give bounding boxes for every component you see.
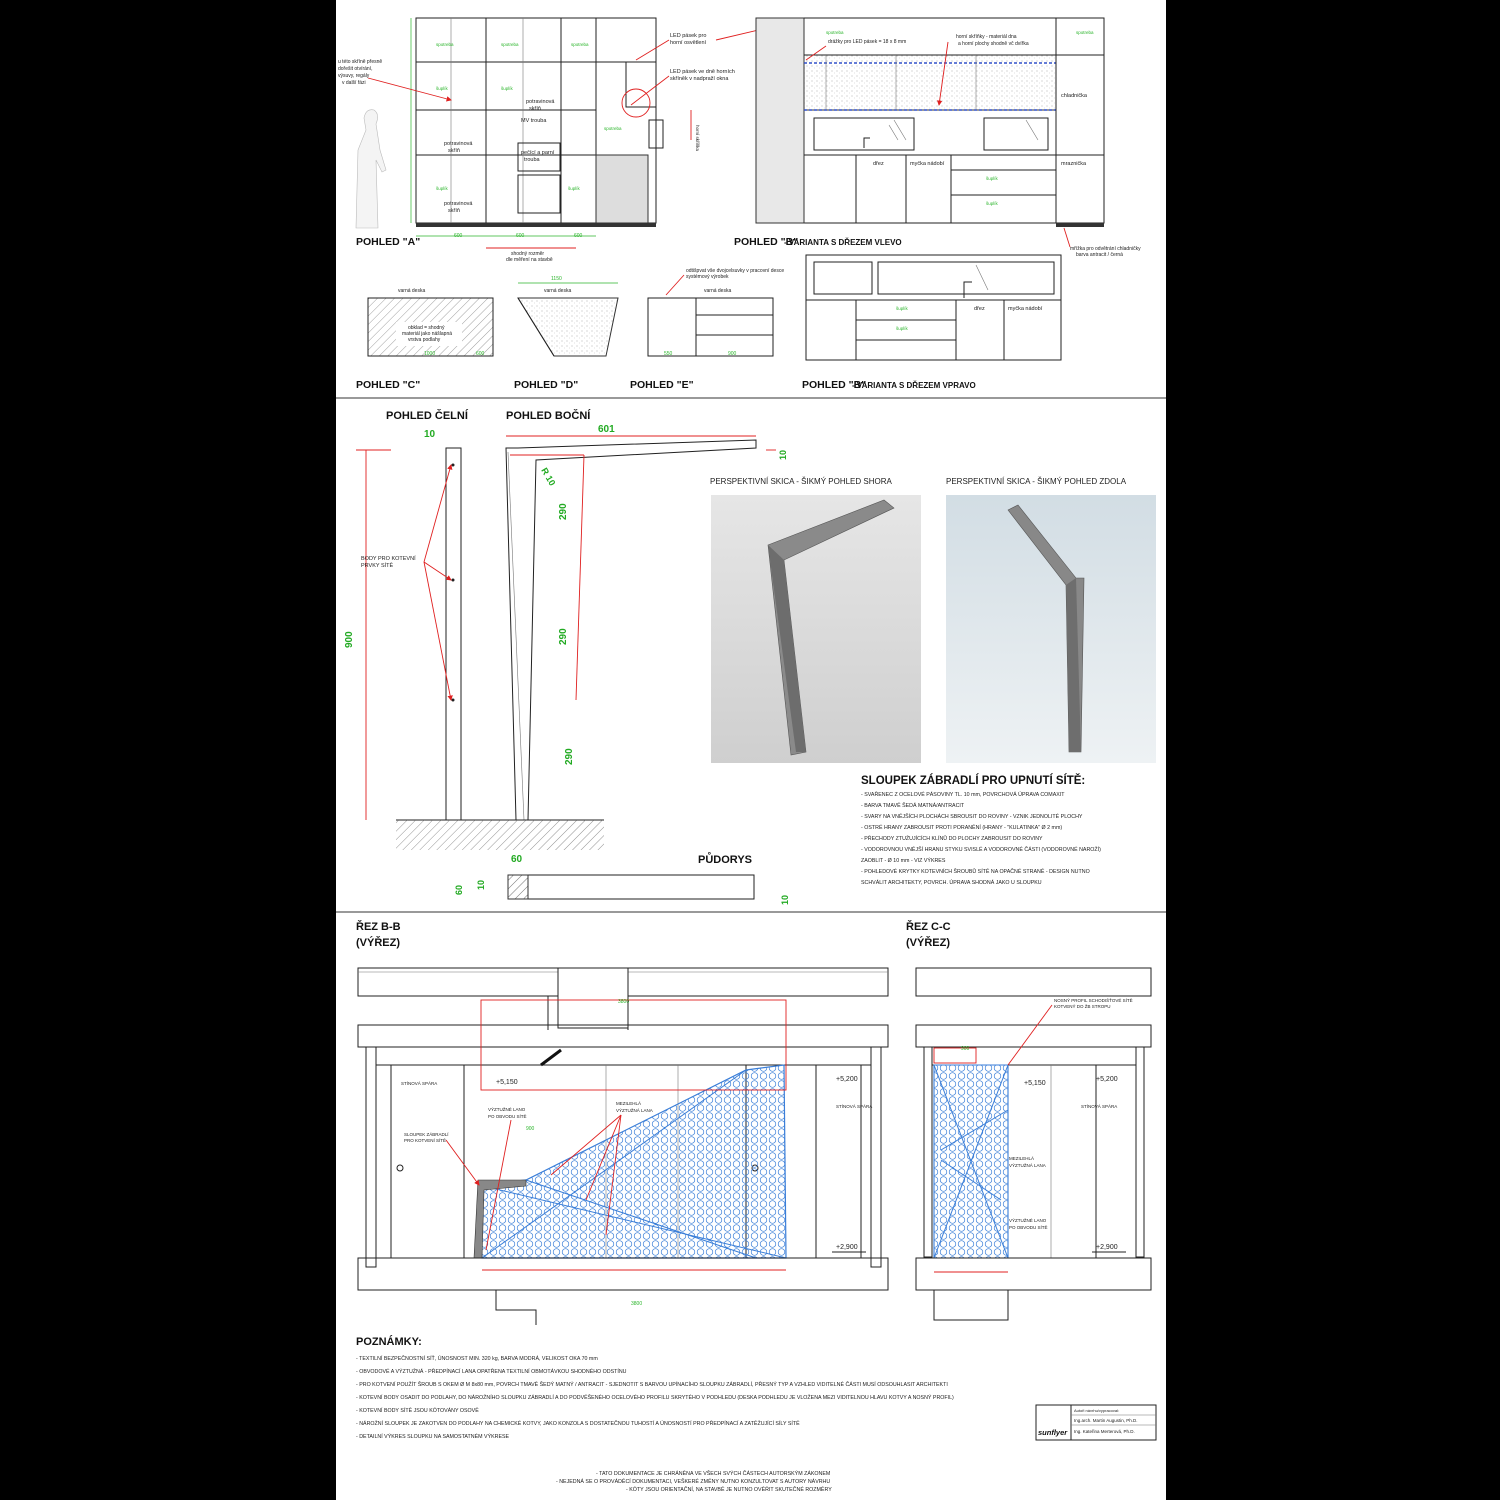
sink-label: dřez <box>974 306 985 312</box>
front-view-post <box>446 448 461 820</box>
dim-label: 1000 <box>424 351 436 357</box>
silicone-note: systémový výrobek <box>686 274 729 280</box>
railing-post-views <box>344 409 1156 905</box>
led-note: LED pásek ve dně horních <box>670 69 735 75</box>
upper-material-note: a horní plochy shodně vč dvířka <box>958 41 1029 47</box>
edge-rope-label: PO OBVODU SÍTĚ <box>1009 1225 1048 1230</box>
dim-900-label: 900 <box>344 631 355 648</box>
dim-10-label: 10 <box>778 449 788 460</box>
pantry-label: skříň <box>448 208 460 214</box>
mid-rope-label: MEZILEHLÁ <box>1009 1156 1035 1161</box>
dim-label: 900 <box>728 351 737 357</box>
led-note: LED pásek pro <box>670 33 707 39</box>
dim-label: 1150 <box>551 276 562 282</box>
steam-oven-label: trouba <box>524 157 540 163</box>
pantry-label: skříň <box>529 106 541 112</box>
dim-10-label: 10 <box>476 879 486 890</box>
wardrobe-note: v další fázi <box>342 80 366 86</box>
view-d-title: POHLED "D" <box>514 379 579 391</box>
anchor-points-note: PRVKY SÍTĚ <box>361 563 394 569</box>
led-note: skříněk v nadpraží okna <box>670 76 729 82</box>
level-5200: +5,200 <box>836 1076 858 1083</box>
dim-label: 3800 <box>631 1301 643 1307</box>
fridge-label: chladnička <box>1061 93 1087 99</box>
view-e-title: POHLED "E" <box>630 379 694 391</box>
dim-290-label: 290 <box>558 503 569 520</box>
section-bb <box>356 920 888 1325</box>
led-note: horní osvětlení <box>670 40 707 46</box>
note-item: - DETAILNÍ VÝKRES SLOUPKU NA SAMOSTATNÉM VÝKRESE <box>356 1434 510 1440</box>
dim-label: 600 <box>476 351 485 357</box>
author-name: Ing. Kateřina Merterová, Ph.D. <box>1074 1429 1135 1434</box>
footer-line: - KÓTY JSOU ORIENTAČNÍ, NA STAVBĚ JE NUTNO OVĚŘIT SKUTEČNÉ ROZMĚRY <box>626 1487 832 1493</box>
wardrobe-note: výsuvy, regály <box>338 73 370 79</box>
wardrobe-note: u této skříně přesně <box>338 59 383 65</box>
drawer-label: šuplík <box>436 86 448 91</box>
common-dim-note: dle měření na stavbě <box>506 257 553 263</box>
technical-drawing <box>336 0 1166 1500</box>
plan-view-title: PŮDORYS <box>698 854 752 866</box>
common-dim-note: shodný rozměr <box>511 251 545 257</box>
author-name: Ing.arch. Martin Augustin, Ph.D. <box>1074 1418 1138 1423</box>
dim-label: 900 <box>961 1046 970 1052</box>
steam-oven-label: pečící a parní <box>521 150 555 156</box>
spec-item: - PŘECHODY ZTUŽUJÍCÍCH KLÍNŮ DO PLOCHY ZABROUSIT DO ROVINY <box>861 836 1043 842</box>
dim-label: 3800 <box>618 999 630 1005</box>
post-label: SLOUPEK ZÁBRADLÍ <box>404 1132 449 1137</box>
view-b-left-elevation <box>734 18 1141 258</box>
notes-title: POZNÁMKY: <box>356 1336 422 1348</box>
footer-line: - NEJEDNÁ SE O PROVÁDĚCÍ DOKUMENTACI, VEŠKERÉ ZMĚNY NUTNO KONZULTOVAT S AUTORY NÁVRHU <box>556 1479 831 1485</box>
drawer-label: šuplík <box>986 201 998 206</box>
view-b-right-subtitle: - VARIANTA S DŘEZEM VPRAVO <box>852 381 976 390</box>
view-d-elevation <box>514 276 618 391</box>
view-c-title: POHLED "C" <box>356 379 421 391</box>
dim-60-label: 60 <box>454 884 464 895</box>
shadow-joint-label: STÍNOVÁ SPÁRA <box>401 1081 438 1086</box>
microwave-label: MV trouba <box>521 118 547 124</box>
mid-rope-label: MEZILEHLÁ <box>616 1101 642 1106</box>
company-logo: sunflyer <box>1038 1428 1068 1437</box>
silicone-note: odtišpvat vše dvojcelsuvky v pracovní desce <box>686 268 785 274</box>
view-a-title: POHLED "A" <box>356 236 421 248</box>
sketch-bottom-title: PERSPEKTIVNÍ SKICA - ŠIKMÝ POHLED ZDOLA <box>946 477 1127 486</box>
groove-note: drážky pro LED pásek = 18 x 8 mm <box>828 39 907 45</box>
view-b-left-title: POHLED "B" <box>734 236 799 248</box>
front-view-title: POHLED ČELNÍ <box>386 410 468 422</box>
drawer-label: šuplík <box>896 326 908 331</box>
dishwasher-label: myčka nádobí <box>1008 306 1043 312</box>
person-silhouette <box>356 110 386 228</box>
mid-rope-label: VÝZTUŽNÁ LANA <box>616 1108 653 1113</box>
grille-note: barva antracit / černá <box>1076 252 1123 258</box>
hob-label: varná deska <box>704 288 732 294</box>
support-profile-label: NOSNÝ PROFIL SCHODIŠŤOVÉ SÍTĚ <box>1054 998 1133 1003</box>
safety-net <box>479 1065 786 1258</box>
cabinet-label: spotreba <box>501 42 519 47</box>
spec-item: - BARVA TMAVĚ ŠEDÁ MATNÁ/ANTRACIT <box>861 803 965 809</box>
kitchen-views <box>338 18 1141 391</box>
drawer-label: šuplík <box>568 186 580 191</box>
cabinet-label: spotreba <box>1076 30 1094 35</box>
dim-10-label: 10 <box>424 429 436 440</box>
note-item: - PRO KOTVENÍ POUŽÍT ŠROUB S OKEM Ø M 8x80 mm, POVRCH TMAVĚ ŠEDÝ MATNÝ / ANTRACIT - SJEDNOTIT S BARVOU UPÍNACÍHO SLOUPKU ZÁBRADLÍ, PŘESNÝ TYP A VZHLED VIDITELNÉ ČÁSTI MUSÍ ODSOUHLASIT ARCHITEKTI <box>356 1382 948 1388</box>
cabinet-label: spotreba <box>571 42 589 47</box>
sketch-bottom-image <box>946 495 1156 763</box>
general-notes <box>356 1335 954 1440</box>
pantry-label: potravinová <box>444 201 473 207</box>
note-item: - KOTEVNÍ BODY OSADIT DO PODLAHY, DO NÁROŽNÍHO SLOUPKU ZÁBRADLÍ A DO PODVĚŠENÉHO OCELOVÉHO PROFILU SKRYTÉHO V PODHLEDU (DESKA PODHLEDU JE VLOŽENA MEZI VIDITELNOU HLAVU KOTVY A NOSNÝ PROFIL) <box>356 1395 954 1401</box>
shadow-joint-label: STÍNOVÁ SPÁRA <box>836 1104 873 1109</box>
pantry-label: potravinová <box>444 141 473 147</box>
spec-title: SLOUPEK ZÁBRADLÍ PRO UPNUTÍ SÍTĚ: <box>861 775 1086 787</box>
dim-label: 550 <box>664 351 673 357</box>
spec-item: SCHVÁLIT ARCHITEKTY, POVRCH. ÚPRAVA SHODNÁ JAKO U SLOUPKU <box>861 880 1042 886</box>
dim-601-label: 601 <box>598 424 615 435</box>
footer-line: - TATO DOKUMENTACE JE CHRÁNĚNA VE VŠECH SVÝCH ČÁSTECH AUTORSKÝM ZÁKONEM <box>596 1471 831 1477</box>
drawing-sheet <box>336 0 1166 1500</box>
pantry-label: potravinová <box>526 99 555 105</box>
anchor-points-note: BODY PRO KOTEVNÍ <box>361 556 416 562</box>
post-label: PRO KOTVENÍ SÍTĚ <box>404 1138 447 1143</box>
spec-item: - VODOROVNOU VNĚJŠÍ HRANU STYKU SVISLÉ A VODOROVNÉ ČÁSTI (VODOROVNÉ NAROŽÍ) <box>861 847 1101 853</box>
level-2900: +2,900 <box>1096 1244 1118 1251</box>
sketch-top-title: PERSPEKTIVNÍ SKICA - ŠIKMÝ POHLED SHORA <box>710 477 892 486</box>
pantry-label: skříň <box>448 148 460 154</box>
note-item: - OBVODOVÉ A VÝZTUŽNÁ - PŘEDPÍNACÍ LANA OPATŘENA TEXTILNÍ OBMOTÁVKOU SHODNÉHO ODSTÍNU <box>356 1369 627 1375</box>
author-label: Autoři návrhu/vypracoval: <box>1074 1408 1120 1413</box>
section-bb-subtitle: (VÝŘEZ) <box>356 937 400 949</box>
level-5150: +5,150 <box>496 1079 518 1086</box>
spec-item: ZAOBLIT - Ø 10 mm - VIZ VÝKRES <box>861 858 946 864</box>
support-profile-label: KOTVENÝ DO ŽB STROPU <box>1054 1004 1111 1009</box>
plan-view-post <box>508 875 754 899</box>
dim-label: 600 <box>454 233 463 239</box>
hob-label: varná deska <box>398 288 426 294</box>
dim-290-label: 290 <box>564 748 575 765</box>
shadow-joint-label: STÍNOVÁ SPÁRA <box>1081 1104 1118 1109</box>
vertical-note: horní skříňka <box>695 125 700 152</box>
title-block <box>1036 1405 1156 1440</box>
side-view-title: POHLED BOČNÍ <box>506 410 591 422</box>
dim-290-label: 290 <box>558 628 569 645</box>
drawer-label: šuplík <box>896 306 908 311</box>
dishwasher-label: myčka nádobí <box>910 161 945 167</box>
footer-notice <box>556 1469 832 1493</box>
cladding-note: materiál jako nášlapná <box>402 331 453 337</box>
view-c-elevation <box>356 288 493 391</box>
spec-item: - SVAŘENEC Z OCELOVÉ PÁSOVINY TL. 10 mm, POVRCHOVÁ ÚPRAVA COMAXIT <box>861 792 1065 798</box>
view-a-elevation <box>338 18 801 263</box>
mid-rope-label: VÝZTUŽNÁ LANA <box>1009 1163 1046 1168</box>
view-e-elevation <box>630 288 773 391</box>
section-bb-title: ŘEZ B-B <box>356 921 401 933</box>
dim-label: 600 <box>574 233 583 239</box>
level-2900: +2,900 <box>836 1244 858 1251</box>
cladding-note: obklad = shodný <box>408 325 445 331</box>
dim-r10-label: R 10 <box>539 466 558 488</box>
drawer-label: šuplík <box>436 186 448 191</box>
cabinet-label: spotreba <box>604 126 622 131</box>
section-cc <box>906 920 1151 1320</box>
view-b-left-subtitle: - VARIANTA S DŘEZEM VLEVO <box>784 238 902 247</box>
dim-label: 600 <box>516 233 525 239</box>
cabinet-label: spotreba <box>826 30 844 35</box>
wardrobe-note: dořešit otvírání, <box>338 66 373 72</box>
view-b-right-elevation <box>802 255 1061 391</box>
section-cc-title: ŘEZ C-C <box>906 921 951 933</box>
drawer-label: šuplík <box>986 176 998 181</box>
dim-60-label: 60 <box>511 854 523 865</box>
edge-rope-label: VÝZTUŽNÉ LANO <box>488 1107 526 1112</box>
dim-label: 900 <box>526 1126 535 1132</box>
spec-item: - POHLEDOVÉ KRYTKY KOTEVNÍCH ŠROUBŮ SÍTĚ NA OPAČNÉ STRANĚ - DESIGN NUTNO <box>861 869 1090 875</box>
edge-rope-label: VÝZTUŽNÉ LANO <box>1009 1218 1047 1223</box>
note-item: - NÁROŽNÍ SLOUPEK JE ZAKOTVEN DO PODLAHY NA CHEMICKÉ KOTVY, JAKO KONZOLA S DOSTATEČNOU TUHOSTÍ A ÚNOSNOSTÍ PRO PŘEDPÍNACÍ A ZATĚŽUJÍCÍ SÍLY SÍTĚ <box>356 1421 800 1427</box>
note-item: - TEXTILNÍ BEZPEČNOSTNÍ SÍŤ, ÚNOSNOST MIN. 320 kg, BARVA MODRÁ, VELIKOST OKA 70 mm <box>356 1356 598 1362</box>
edge-rope-label: PO OBVODU SÍTĚ <box>488 1114 527 1119</box>
spec-item: - OSTRÉ HRANY ZABROUSIT PROTI PORANĚNÍ (HRANY - "KULATINKA" Ø 2 mm) <box>861 825 1063 831</box>
dim-10-label: 10 <box>780 894 790 905</box>
level-5150: +5,150 <box>1024 1080 1046 1087</box>
level-5200: +5,200 <box>1096 1076 1118 1083</box>
hob-label: varná deska <box>544 288 572 294</box>
drawer-label: šuplík <box>501 86 513 91</box>
note-item: - KOTEVNÍ BODY SÍTĚ JSOU KÓTOVÁNY OSOVĚ <box>356 1408 479 1414</box>
upper-material-note: horní skříňky - materiál dna <box>956 34 1017 40</box>
view-b-right-title: POHLED "B" <box>802 379 867 391</box>
cladding-note: vrstva podlahy <box>408 337 441 343</box>
sink-label: dřez <box>873 161 884 167</box>
freezer-label: mraznička <box>1061 161 1087 167</box>
section-cc-subtitle: (VÝŘEZ) <box>906 937 950 949</box>
cabinet-label: spotreba <box>436 42 454 47</box>
spec-item: - SVARY NA VNĚJŠÍCH PLOCHÁCH SBROUSIT DO ROVINY - VZNIK JEDNOLITÉ PLOCHY <box>861 814 1083 820</box>
grille-note: mřížka pro odvětrání chladničky <box>1070 246 1141 252</box>
